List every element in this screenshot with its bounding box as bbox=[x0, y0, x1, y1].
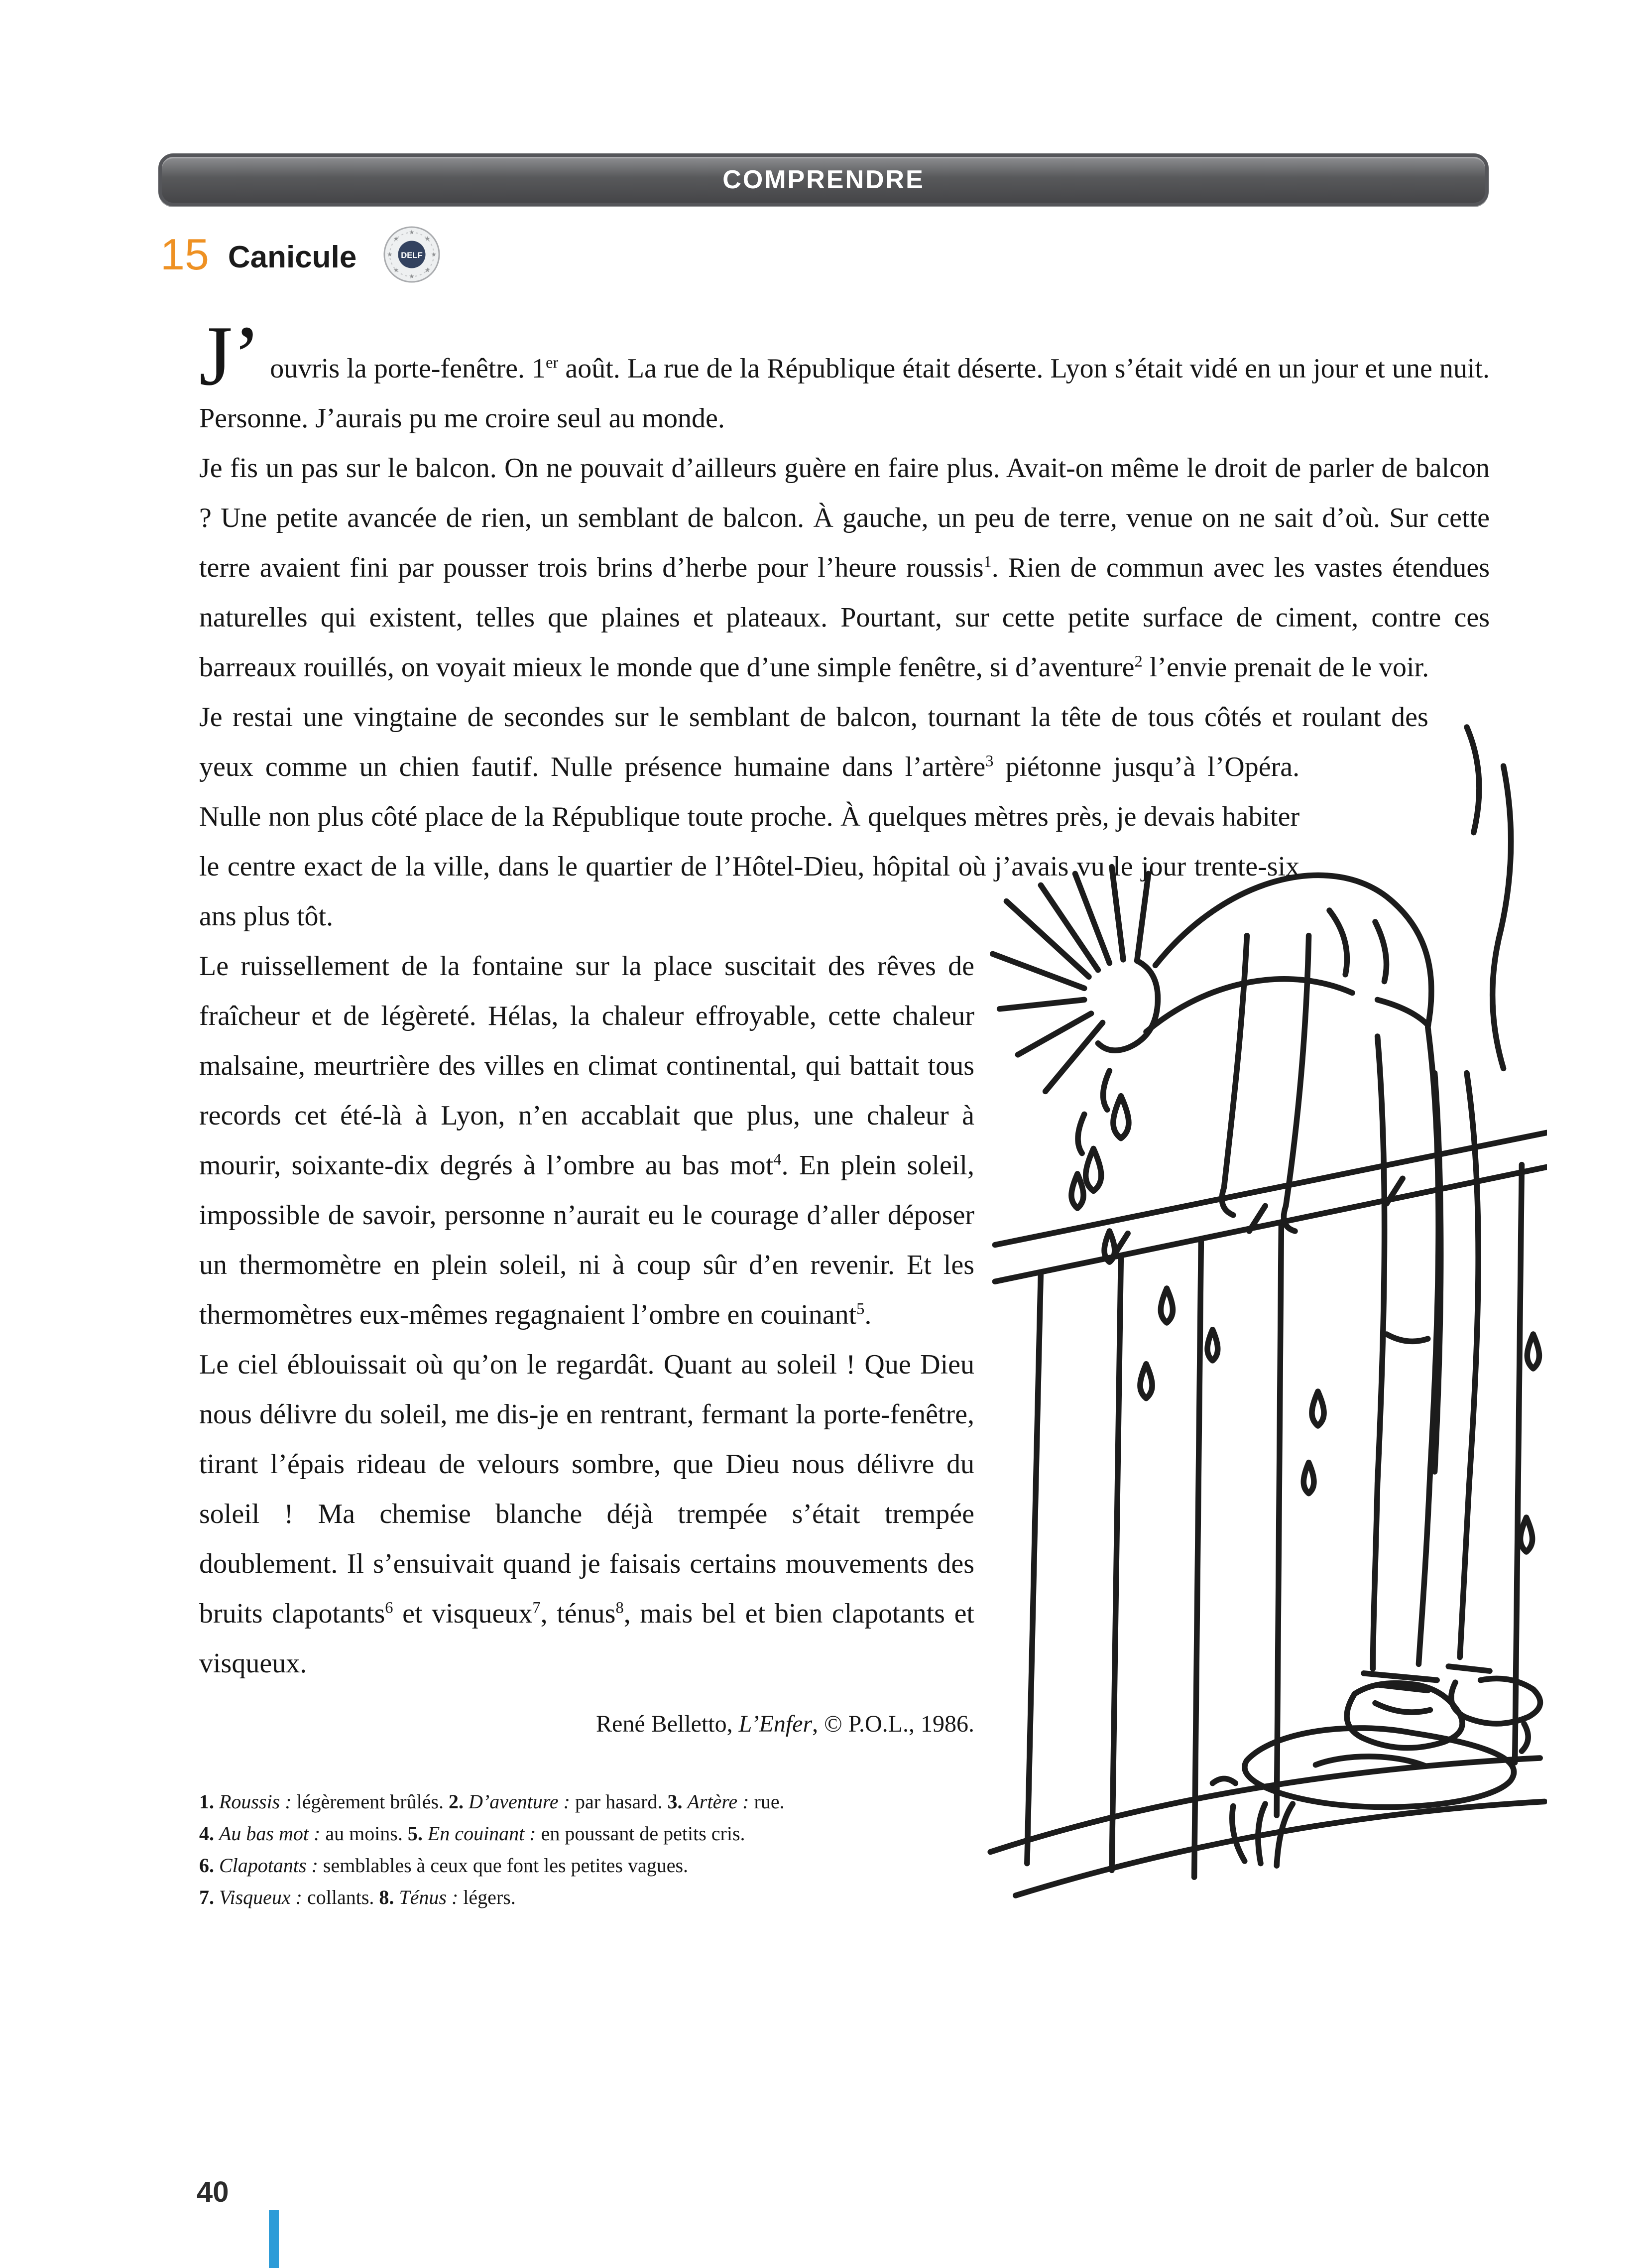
paragraph: Le ciel éblouissait où qu’on le regardât. Quant au soleil ! Que Dieu nous délivre du soleil, me dis-je en rentrant, fermant la porte-fenêtre, tirant l’épais rideau de velours sombre, que Dieu nous délivre du soleil ! Ma chemise blanche déjà trempée s’était trempée doublement. Il s’ensuivait quand je faisais certains mouvements des bruits clapotants$^6$ et visqueux$^7$, ténus$^8$, mais bel et bien clapotants et visqueux. bbox=[199, 1349, 974, 1679]
svg-text:★: ★ bbox=[393, 266, 399, 274]
paragraph: Je fis un pas sur le balcon. On ne pouvait d’ailleurs guère en faire plus. Avait-on même le droit de parler de balcon ? Une petite avancée de rien, un semblant de balcon. À gauche, un peu de terre, venue on ne sait d’où. Sur cette terre avaient fini par pousser trois brins d’herbe pour l’heure roussis$^1$. Rien de commun avec les vastes étendues naturelles qui existent, telles que plaines et plateaux. Pourtant, sur cette petite surface de ciment, contre ces barreaux rouillés, on voyait mieux le monde que d’une simple fenêtre, si d’aventure$^2$ l’envie prenait de le voir. bbox=[199, 453, 1490, 683]
section-banner-label: COMPRENDRE bbox=[722, 165, 925, 194]
footnote-line: 6. Clapotants : semblables à ceux que font les petites vagues. bbox=[199, 1854, 689, 1877]
svg-text:★: ★ bbox=[431, 251, 437, 258]
paragraph bbox=[199, 309, 1490, 443]
paragraph: Le ruissellement de la fontaine sur la place suscitait des rêves de fraîcheur et de légèreté. Hélas, la chaleur effroyable, cette chaleur malsaine, meurtrière des villes en climat continental, qui battait tous records cet été-là à Lyon, n’en accablait que plus, une chaleur à mourir, soixante-dix degrés à l’ombre au bas mot$^4$. En plein soleil, impossible de savoir, personne n’aurait eu le courage d’aller déposer un thermomètre en plein soleil, ni à coup sûr d’en revenir. Et les thermomètres eux-mêmes regagnaient l’ombre en couinant$^5$. bbox=[199, 951, 974, 1330]
svg-text:★: ★ bbox=[409, 273, 415, 281]
paragraph-text: ouvris la porte-fenêtre. 1er août. La rue de la République était déserte. Lyon s’était vidé en un jour et une nuit. Personne. J’aurais pu me croire seul au monde. bbox=[199, 353, 1490, 434]
lesson-number: 15 bbox=[160, 230, 209, 279]
lesson-title: Canicule bbox=[228, 240, 357, 274]
footnote-line: 7. Visqueux : collants. 8. Ténus : légers. bbox=[199, 1886, 516, 1908]
footer-blue-bar bbox=[269, 2210, 279, 2268]
svg-text:★: ★ bbox=[393, 235, 399, 243]
dropcap: J’ bbox=[199, 309, 261, 403]
svg-text:★: ★ bbox=[387, 251, 393, 258]
attribution: René Belletto, L’Enfer, © P.O.L., 1986. bbox=[596, 1711, 974, 1737]
delf-badge-label: DELF bbox=[401, 250, 423, 260]
section-banner bbox=[158, 153, 1489, 206]
lesson-header bbox=[160, 225, 441, 284]
svg-text:★: ★ bbox=[425, 235, 431, 243]
paragraph: Je restai une vingtaine de secondes sur le semblant de balcon, tournant la tête de tous côtés et roulant des yeux comme un chien fautif. Nulle présence humaine dans l’artère$^3$ piétonne jusqu’à l’Opéra. Nulle non plus côté place de la République toute proche. À quelques mètres près, je devais habiter le centre exact de la ville, dans le quartier de l’Hôtel-Dieu, hôpital où j’avais vu le jour trente-six ans plus tôt. bbox=[199, 702, 1428, 932]
footnote-line: 4. Au bas mot : au moins. 5. En couinant : en poussant de petits cris. bbox=[199, 1822, 745, 1845]
delf-badge-icon bbox=[382, 225, 441, 284]
page-number: 40 bbox=[197, 2176, 229, 2208]
article-text bbox=[199, 309, 1490, 1913]
svg-text:★: ★ bbox=[425, 266, 431, 274]
footnote-line: 1. Roussis : légèrement brûlés. 2. D’aventure : par hasard. 3. Artère : rue. bbox=[199, 1790, 785, 1813]
svg-text:★: ★ bbox=[409, 229, 415, 237]
